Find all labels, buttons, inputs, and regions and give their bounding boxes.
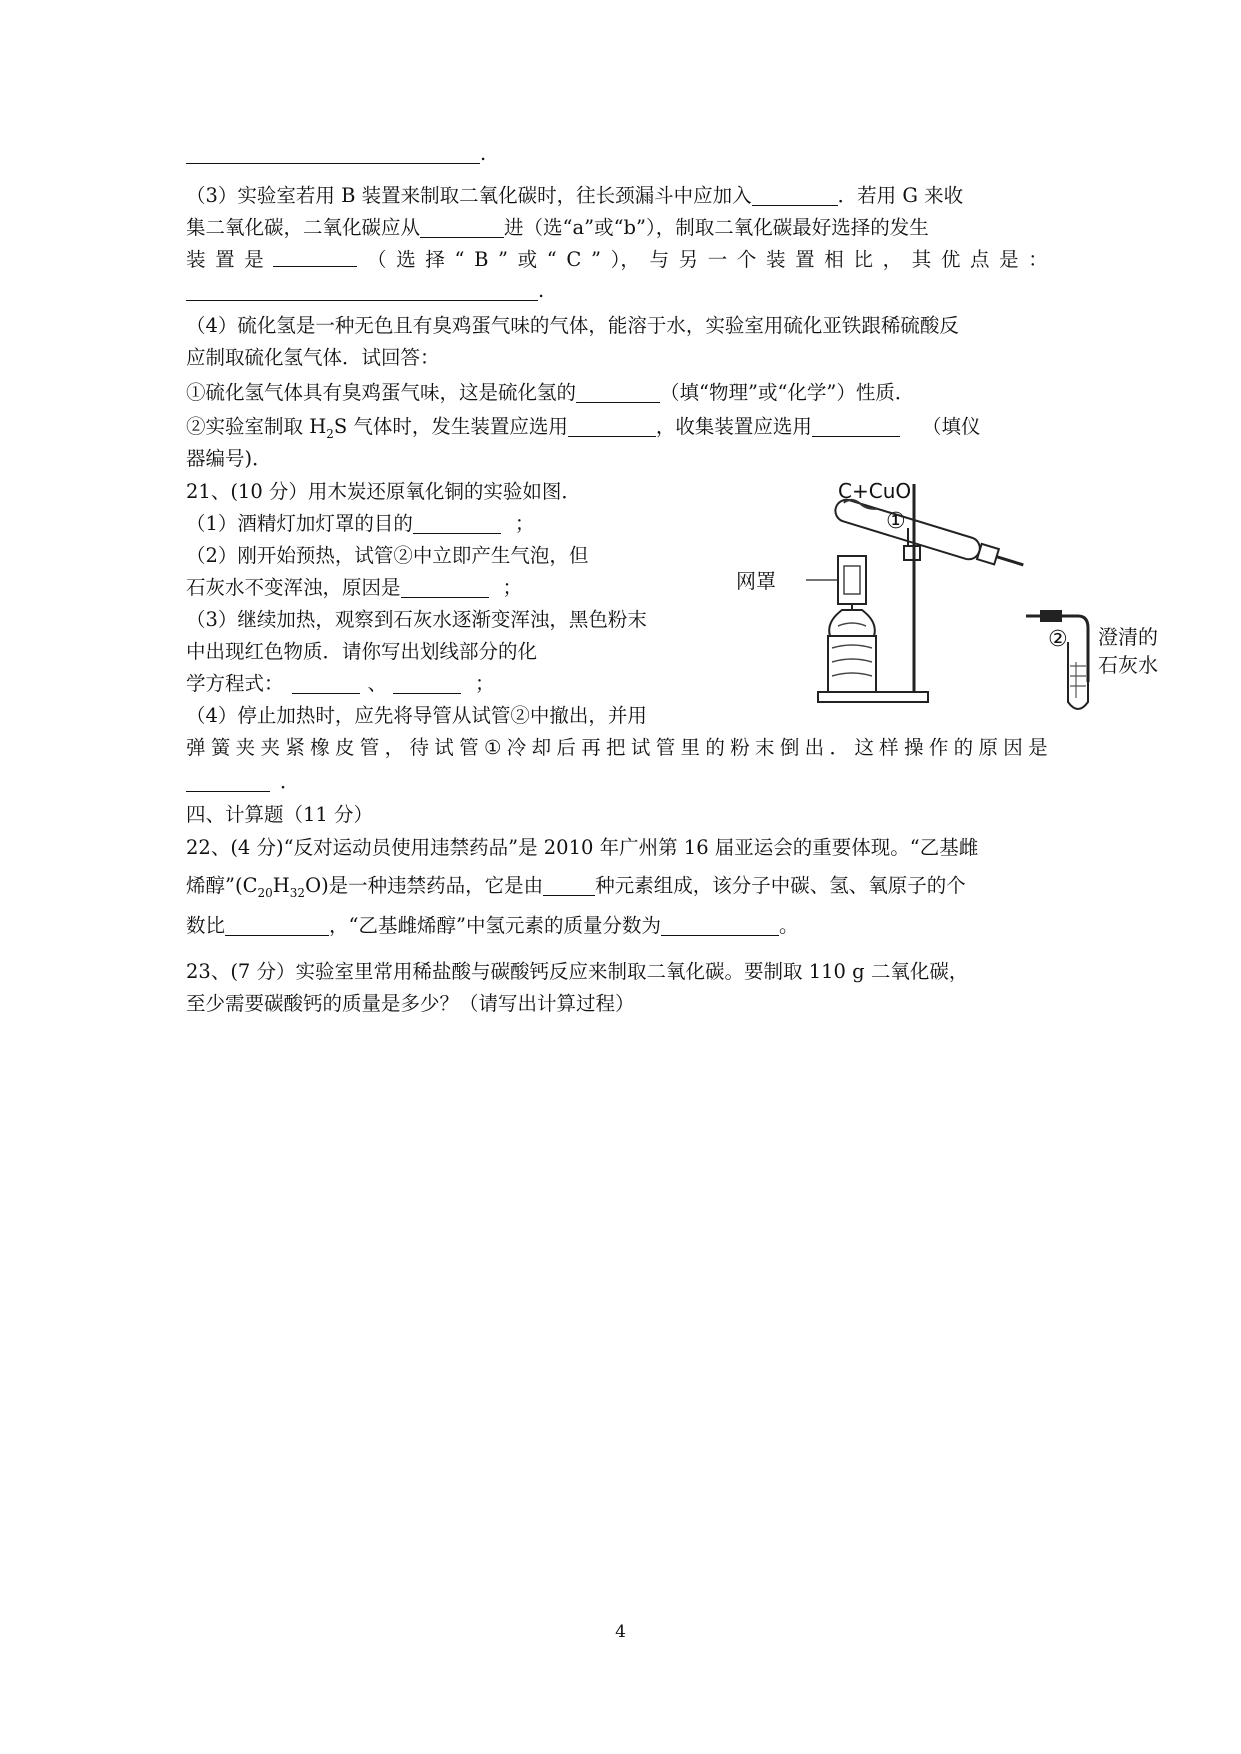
line-char: 管 [655, 736, 676, 759]
line-char: 夹 [235, 736, 256, 759]
line-text: 器编号)． [186, 447, 272, 470]
label-mesh-cover: 网罩 [736, 569, 776, 593]
q3-line-3 [186, 244, 1048, 276]
mesh-cover [838, 556, 866, 604]
line-char: ” [590, 248, 601, 271]
line-text: （4）硫化氢是一种无色且有臭鸡蛋气味的气体，能溶于水，实验室用硫化亚铁跟稀硫酸反 [186, 314, 959, 337]
line-text: （4）停止加热时，应先将导管从试管②中撤出，并用 [186, 704, 647, 727]
line-char: 把 [606, 736, 626, 759]
line-char: 末 [755, 736, 775, 759]
line-char: ① [483, 736, 502, 759]
line-text: 应制取硫化氢气体．试回答： [186, 346, 440, 369]
answer-blank [413, 511, 501, 534]
line-char: 作 [928, 736, 949, 759]
line-text: （1）酒精灯加灯罩的目的 [186, 512, 413, 535]
line-text: ； [475, 672, 495, 695]
line-char: 另 [678, 248, 699, 271]
answer-blank [661, 913, 779, 936]
line-char: 的 [953, 736, 974, 759]
line-char: 的 [705, 736, 725, 759]
line-text: 集二氧化碳，二氧化碳应从 [186, 216, 421, 239]
line-char: 置 [215, 248, 235, 271]
q21-line-9 [186, 766, 300, 798]
line-char: 原 [978, 736, 998, 759]
line-text: （填“物理”或“化学”）性质． [660, 381, 915, 404]
apparatus-figure [736, 476, 1158, 716]
line-char: 试 [434, 736, 454, 759]
line-char: 个 [736, 248, 757, 271]
line-char: 优 [940, 248, 961, 271]
line-char: 后 [556, 736, 576, 759]
q4-line-2 [186, 342, 440, 374]
line-char: 再 [581, 736, 601, 759]
line-char: “ [454, 248, 465, 271]
line-char: 夹 [260, 736, 280, 759]
line-text: O)是一种违禁药品，它是由 [305, 874, 544, 897]
line-char: 选 [396, 248, 416, 271]
line-text: （填仪 [921, 415, 981, 438]
line-text: 数比 [186, 914, 226, 937]
line-text: ②实验室制取 H [186, 415, 327, 438]
line-char: 装 [186, 248, 206, 271]
q23-line-2 [186, 988, 635, 1020]
label-tube-1: ① [886, 509, 906, 534]
subscript: 20 [257, 885, 273, 900]
q22-line-2 [186, 870, 966, 909]
line-char: B [474, 248, 489, 271]
answer-blank [292, 671, 360, 694]
answer-line [186, 138, 486, 170]
line-text: ，“乙基雌烯醇”中氢元素的质量分数为 [329, 914, 661, 937]
label-limewater-1: 澄清的 [1098, 625, 1158, 649]
q21-line-5 [186, 636, 537, 668]
line-char: 相 [824, 248, 844, 271]
subscript: 2 [326, 426, 334, 441]
label-tube-2: ② [1048, 627, 1068, 652]
line-char: 其 [911, 248, 932, 271]
q22-line-1 [186, 832, 978, 864]
q21-line-4 [186, 604, 647, 636]
q4-line-3 [186, 377, 914, 409]
line-text: 。 [778, 914, 799, 937]
line-text: （2）刚开始预热，试管②中立即产生气泡，但 [186, 544, 589, 567]
answer-blank [186, 141, 480, 164]
line-char: 与 [649, 248, 669, 271]
line-char: 橡 [310, 736, 330, 759]
q4-line-5 [186, 443, 272, 475]
page-number: 4 [615, 1622, 626, 1642]
line-char: 或 [517, 248, 538, 271]
subscript: 32 [289, 885, 306, 900]
line-char: “ [546, 248, 557, 271]
q21-line-8 [186, 732, 1048, 764]
label-limewater-2: 石灰水 [1098, 653, 1158, 677]
line-text: （3）实验室若用 B 装置来制取二氧化碳时，往长颈漏斗中应加入 [186, 184, 752, 207]
answer-blank [543, 873, 595, 896]
line-text: （3）继续加热，观察到石灰水逐渐变浑浊，黑色粉末 [186, 608, 647, 631]
line-char: 紧 [285, 736, 305, 759]
q21-line-2 [186, 540, 588, 572]
answer-blank [225, 913, 329, 936]
line-text: H [272, 874, 290, 897]
line-char: 点 [970, 248, 990, 271]
line-char: 是 [1028, 736, 1048, 759]
q21-line-3 [186, 572, 522, 604]
line-char: 操 [903, 736, 924, 759]
line-char: 是 [999, 248, 1019, 271]
line-char: 倒 [779, 736, 800, 759]
line-text: 至少需要碳酸钙的质量是多少？（请写出计算过程） [186, 992, 635, 1015]
answer-blank [420, 215, 504, 238]
answer-blank [273, 244, 357, 267]
q23-line-1 [186, 956, 968, 988]
line-char: 样 [879, 736, 899, 759]
line-text: 烯醇”(C [186, 874, 258, 897]
answer-blank [186, 769, 270, 792]
line-char: （ [367, 248, 387, 271]
line-char: 簧 [210, 736, 231, 759]
q22-line-3 [186, 910, 798, 942]
line-char: 比 [853, 248, 873, 271]
answer-blank [393, 671, 461, 694]
line-char: 待 [409, 736, 429, 759]
q21-line-6 [186, 668, 495, 700]
line-text: 22、(4 分)“反对运动员使用违禁药品”是 2010 年广州第 16 届亚运会的重要体现。“乙基雌 [186, 836, 979, 859]
line-char: 这 [854, 736, 874, 759]
line-char: 试 [630, 736, 651, 759]
answer-blank [752, 183, 838, 206]
line-text: 四、计算题（11 分） [186, 803, 374, 826]
q4-line-1 [186, 310, 959, 342]
line-char: C [566, 248, 582, 271]
line-char: 粉 [730, 736, 750, 759]
answer-blank [812, 414, 900, 437]
answer-blank [401, 575, 489, 598]
line-text: ①硫化氢气体具有臭鸡蛋气味，这是硫化氢的 [186, 381, 577, 404]
line-text: ． [280, 770, 300, 793]
line-text: 进（选“a”或“b”），制取二氧化碳最好选择的发生 [504, 216, 929, 239]
line-text: ； [502, 576, 523, 599]
line-char: ． [829, 736, 850, 759]
q4-line-4 [186, 411, 980, 450]
line-char: 管 [459, 736, 479, 759]
line-text: S 气体时，发生装置应选用 [333, 415, 568, 438]
test-tube-1 [833, 496, 1027, 576]
line-char: 是 [244, 248, 264, 271]
line-char: ）， [610, 248, 640, 271]
line-char: ， [882, 248, 903, 271]
line-text: 、 [367, 672, 388, 695]
line-text: 中出现红色物质．请你写出划线部分的化 [186, 640, 538, 663]
line-text: 23、(7 分）实验室里常用稀盐酸与碳酸钙反应来制取二氧化碳。要制取 110 g 二氧化碳， [186, 960, 969, 983]
rubber-tube [1040, 610, 1062, 622]
answer-blank [576, 380, 660, 403]
line-text: ，收集装置应选用 [655, 415, 812, 438]
line-text: 石灰水不变浑浊，原因是 [186, 576, 401, 599]
line-char: ， [384, 736, 405, 759]
line-text: . [480, 142, 487, 165]
q21-line-1 [186, 508, 534, 540]
answer-blank [568, 414, 656, 437]
label-reactants: C+CuO [838, 479, 912, 503]
line-text: ．若用 G 来收 [837, 184, 964, 207]
line-char: 因 [1003, 736, 1023, 759]
line-char: 置 [795, 248, 815, 271]
line-text: 种元素组成，该分子中碳、氢、氧原子的个 [595, 874, 966, 897]
clamp [904, 546, 920, 560]
q3-line-4 [186, 275, 544, 307]
line-char: 里 [680, 736, 701, 759]
stand-base [818, 692, 928, 702]
q21-line-7 [186, 700, 647, 732]
line-text: ； [514, 512, 535, 535]
answer-blank [186, 278, 538, 301]
line-text: 学方程式： [186, 672, 284, 695]
q3-line-1 [186, 180, 963, 212]
line-char: ” [498, 248, 509, 271]
line-text: . [538, 279, 545, 302]
line-char: 弹 [186, 736, 206, 759]
line-char: 冷 [506, 736, 527, 759]
line-text: 21、(10 分）用木炭还原氧化铜的实验如图． [186, 480, 581, 503]
line-char: 一 [707, 248, 728, 271]
section-heading [186, 799, 373, 831]
q21-title [186, 476, 581, 508]
line-char: 皮 [334, 736, 355, 759]
q3-line-2 [186, 212, 929, 244]
line-char: 装 [766, 248, 786, 271]
line-char: 却 [531, 736, 552, 759]
line-char: 管 [359, 736, 380, 759]
line-char: ： [1028, 248, 1048, 271]
line-char: 择 [425, 248, 445, 271]
line-char: 出 [804, 736, 825, 759]
